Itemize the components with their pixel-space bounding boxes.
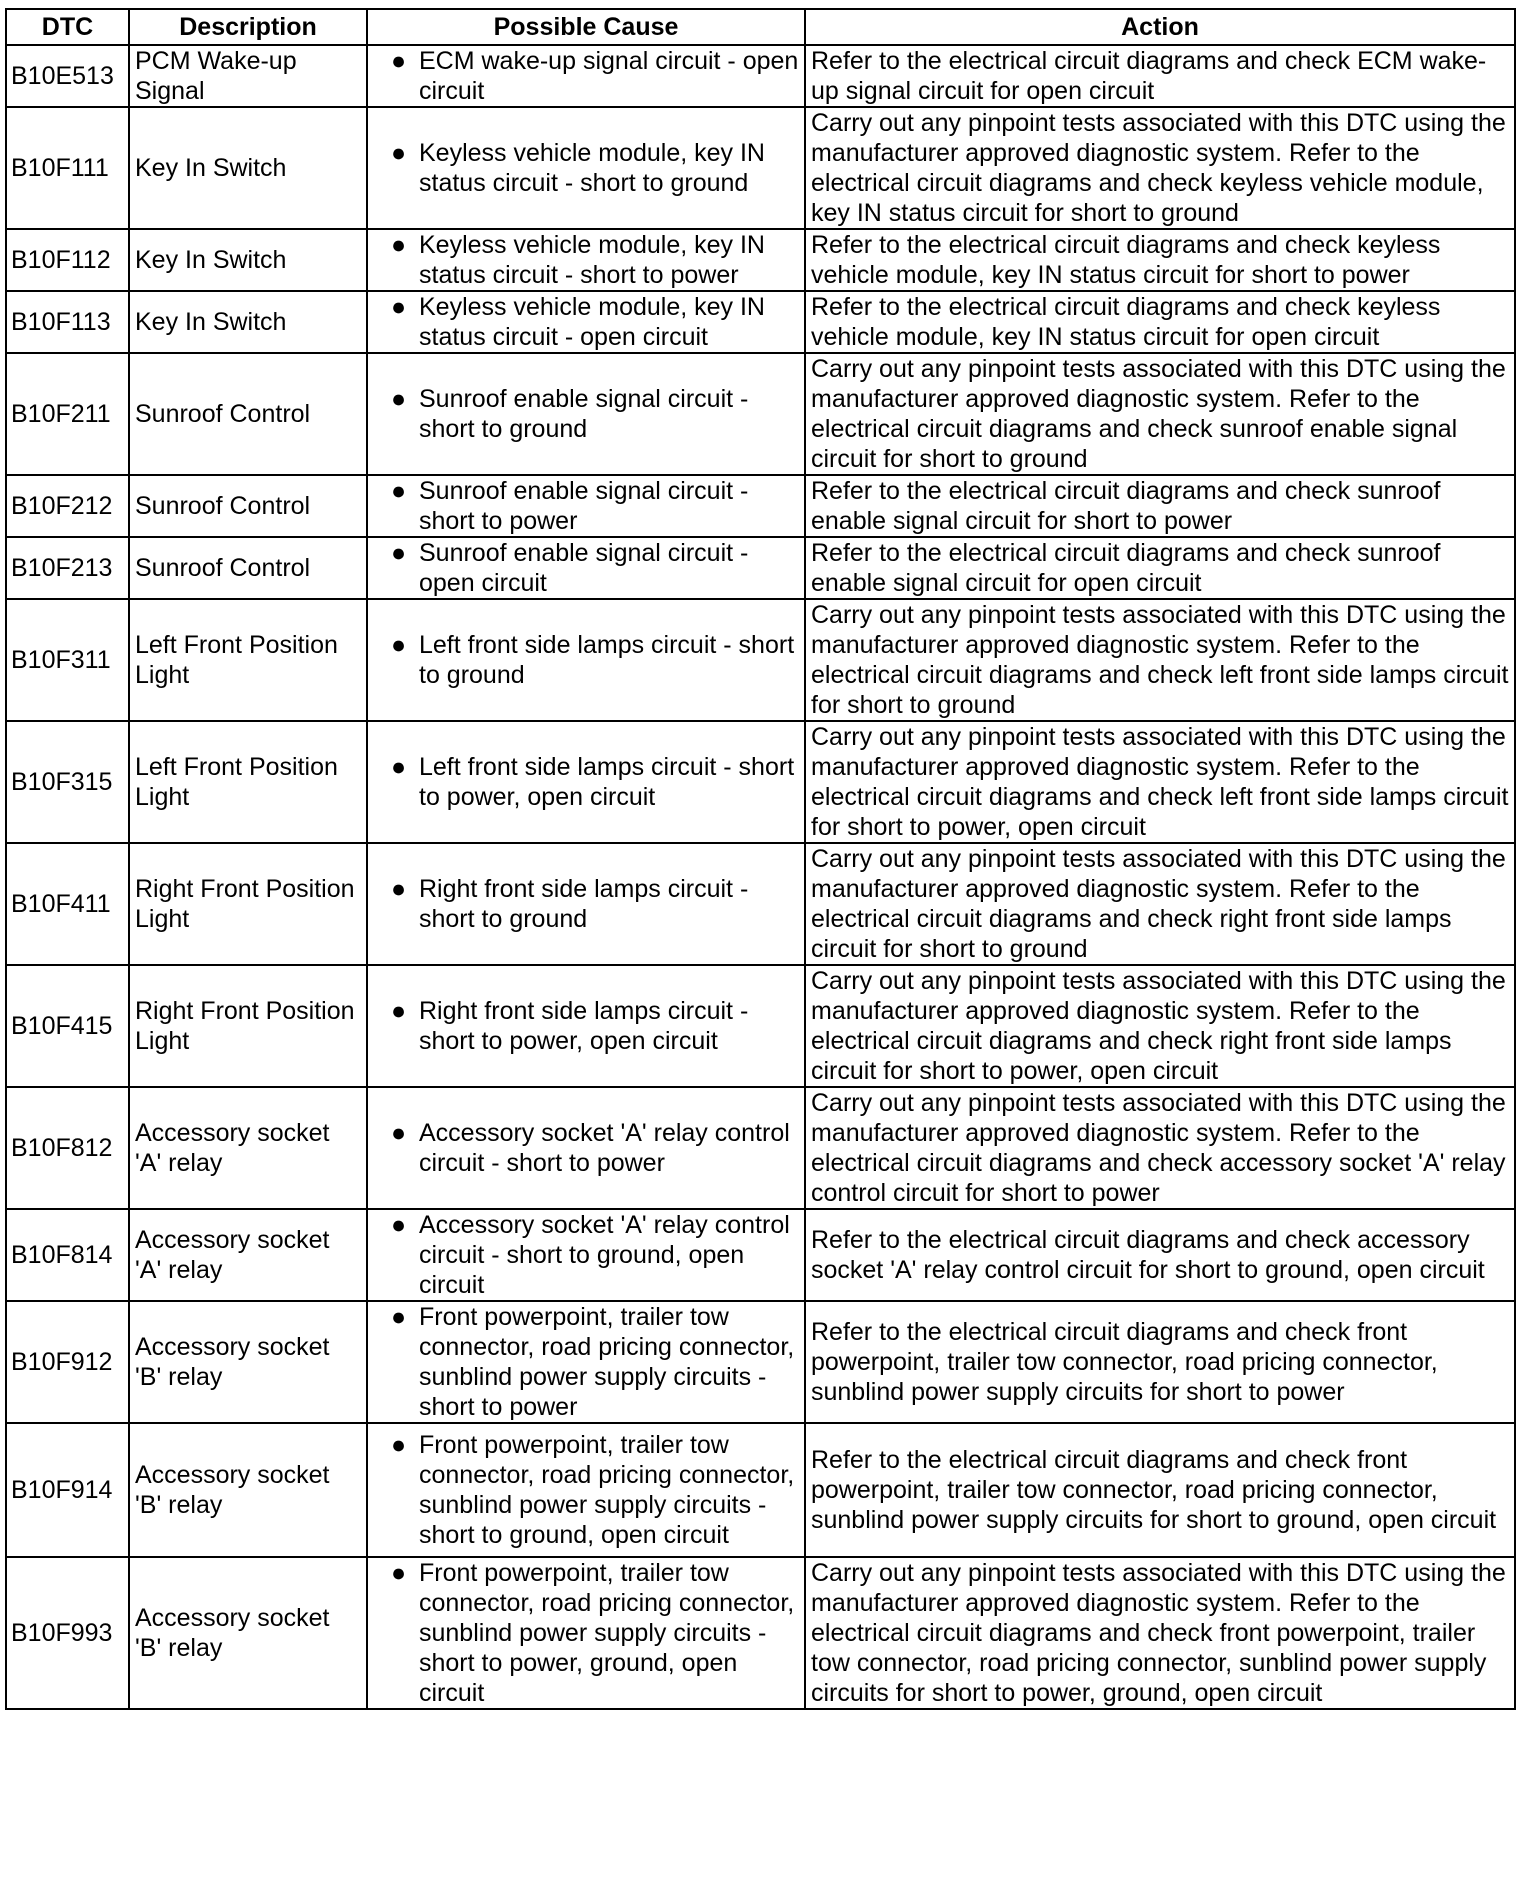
- action-cell: Carry out any pinpoint tests associated with this DTC using the manufacturer approved diagnostic system. Refer to the electrical circuit diagrams and check accessory socket 'A' relay control circuit for short to power: [805, 1087, 1515, 1209]
- possible-cause-cell: [367, 1087, 805, 1209]
- action-cell: Carry out any pinpoint tests associated with this DTC using the manufacturer approved diagnostic system. Refer to the electrical circuit diagrams and check keyless vehicle module, key IN status circuit for short to ground: [805, 107, 1515, 229]
- bullet-icon: ●: [391, 1559, 407, 1587]
- description-cell: Accessory socket 'B' relay: [129, 1301, 367, 1423]
- action-cell: Carry out any pinpoint tests associated with this DTC using the manufacturer approved diagnostic system. Refer to the electrical circuit diagrams and check front powerpoint, trailer tow connector, road pricing connector, sunblind power supply circuits for short to power, ground, open circuit: [805, 1557, 1515, 1709]
- cause-item: [373, 138, 799, 198]
- cause-item: [373, 292, 799, 352]
- dtc-code: B10E513: [6, 45, 129, 107]
- bullet-icon: ●: [391, 997, 407, 1025]
- bullet-icon: ●: [391, 1431, 407, 1459]
- table-row: [6, 537, 1515, 599]
- dtc-code: B10F912: [6, 1301, 129, 1423]
- possible-cause-cell: [367, 353, 805, 475]
- bullet-icon: ●: [391, 1303, 407, 1331]
- action-cell: Refer to the electrical circuit diagrams and check ECM wake-up signal circuit for open circuit: [805, 45, 1515, 107]
- cause-item: [373, 230, 799, 290]
- cause-item: [373, 996, 799, 1056]
- bullet-icon: ●: [391, 875, 407, 903]
- table-row: [6, 721, 1515, 843]
- possible-cause-cell: [367, 291, 805, 353]
- possible-cause-cell: [367, 537, 805, 599]
- cause-text: Left front side lamps circuit - short to ground: [419, 631, 795, 689]
- dtc-code: B10F315: [6, 721, 129, 843]
- cause-text: Accessory socket 'A' relay control circuit - short to ground, open circuit: [419, 1211, 790, 1299]
- table-row: [6, 1557, 1515, 1709]
- description-cell: Accessory socket 'B' relay: [129, 1557, 367, 1709]
- bullet-icon: ●: [391, 1119, 407, 1147]
- dtc-code: B10F814: [6, 1209, 129, 1301]
- description-cell: Key In Switch: [129, 291, 367, 353]
- description-cell: PCM Wake-up Signal: [129, 45, 367, 107]
- cause-item: [373, 874, 799, 934]
- action-cell: Carry out any pinpoint tests associated with this DTC using the manufacturer approved diagnostic system. Refer to the electrical circuit diagrams and check sunroof enable signal circuit for short to ground: [805, 353, 1515, 475]
- table-row: [6, 475, 1515, 537]
- cause-item: [373, 1430, 799, 1550]
- dtc-code: B10F415: [6, 965, 129, 1087]
- header-action: Action: [805, 9, 1515, 45]
- table-row: [6, 1087, 1515, 1209]
- description-cell: Left Front Position Light: [129, 599, 367, 721]
- action-cell: Carry out any pinpoint tests associated with this DTC using the manufacturer approved diagnostic system. Refer to the electrical circuit diagrams and check left front side lamps circuit for short to power, open circuit: [805, 721, 1515, 843]
- cause-text: Front powerpoint, trailer tow connector, road pricing connector, sunblind power supply circuits - short to power, ground, open circuit: [419, 1559, 795, 1707]
- cause-text: Right front side lamps circuit - short to power, open circuit: [419, 997, 749, 1055]
- action-cell: Refer to the electrical circuit diagrams and check accessory socket 'A' relay control circuit for short to ground, open circuit: [805, 1209, 1515, 1301]
- header-description: Description: [129, 9, 367, 45]
- header-dtc: DTC: [6, 9, 129, 45]
- bullet-icon: ●: [391, 1211, 407, 1239]
- cause-item: [373, 752, 799, 812]
- dtc-code: B10F113: [6, 291, 129, 353]
- dtc-code: B10F211: [6, 353, 129, 475]
- cause-item: [373, 476, 799, 536]
- cause-text: Front powerpoint, trailer tow connector, road pricing connector, sunblind power supply circuits - short to ground, open circuit: [419, 1431, 795, 1549]
- header-possible-cause: Possible Cause: [367, 9, 805, 45]
- bullet-icon: ●: [391, 539, 407, 567]
- description-cell: Right Front Position Light: [129, 843, 367, 965]
- cause-text: Keyless vehicle module, key IN status circuit - short to power: [419, 231, 765, 289]
- cause-item: [373, 46, 799, 106]
- header-row: [6, 9, 1515, 45]
- dtc-table: [5, 8, 1516, 1710]
- possible-cause-cell: [367, 229, 805, 291]
- cause-text: Sunroof enable signal circuit - short to power: [419, 477, 749, 535]
- description-cell: Sunroof Control: [129, 475, 367, 537]
- possible-cause-cell: [367, 965, 805, 1087]
- bullet-icon: ●: [391, 385, 407, 413]
- bullet-icon: ●: [391, 293, 407, 321]
- description-cell: Accessory socket 'B' relay: [129, 1423, 367, 1557]
- description-cell: Accessory socket 'A' relay: [129, 1209, 367, 1301]
- cause-text: Front powerpoint, trailer tow connector, road pricing connector, sunblind power supply circuits - short to power: [419, 1303, 795, 1421]
- cause-text: Keyless vehicle module, key IN status circuit - open circuit: [419, 293, 765, 351]
- action-cell: Refer to the electrical circuit diagrams and check sunroof enable signal circuit for short to power: [805, 475, 1515, 537]
- cause-text: Keyless vehicle module, key IN status circuit - short to ground: [419, 139, 765, 197]
- table-row: [6, 1301, 1515, 1423]
- bullet-icon: ●: [391, 631, 407, 659]
- cause-text: Sunroof enable signal circuit - open circuit: [419, 539, 749, 597]
- table-row: [6, 965, 1515, 1087]
- action-cell: Refer to the electrical circuit diagrams and check keyless vehicle module, key IN status circuit for open circuit: [805, 291, 1515, 353]
- action-cell: Carry out any pinpoint tests associated with this DTC using the manufacturer approved diagnostic system. Refer to the electrical circuit diagrams and check right front side lamps circuit for short to power, open circuit: [805, 965, 1515, 1087]
- dtc-code: B10F111: [6, 107, 129, 229]
- action-cell: Refer to the electrical circuit diagrams and check sunroof enable signal circuit for open circuit: [805, 537, 1515, 599]
- dtc-code: B10F914: [6, 1423, 129, 1557]
- possible-cause-cell: [367, 599, 805, 721]
- action-cell: Refer to the electrical circuit diagrams and check keyless vehicle module, key IN status circuit for short to power: [805, 229, 1515, 291]
- possible-cause-cell: [367, 1301, 805, 1423]
- cause-item: [373, 1118, 799, 1178]
- cause-text: Left front side lamps circuit - short to power, open circuit: [419, 753, 795, 811]
- cause-text: Sunroof enable signal circuit - short to ground: [419, 385, 749, 443]
- dtc-code: B10F112: [6, 229, 129, 291]
- dtc-code: B10F411: [6, 843, 129, 965]
- cause-text: Accessory socket 'A' relay control circuit - short to power: [419, 1119, 790, 1177]
- action-cell: Carry out any pinpoint tests associated with this DTC using the manufacturer approved diagnostic system. Refer to the electrical circuit diagrams and check left front side lamps circuit for short to ground: [805, 599, 1515, 721]
- cause-item: [373, 1302, 799, 1422]
- bullet-icon: ●: [391, 47, 407, 75]
- table-row: [6, 599, 1515, 721]
- description-cell: Sunroof Control: [129, 537, 367, 599]
- possible-cause-cell: [367, 843, 805, 965]
- action-cell: Refer to the electrical circuit diagrams and check front powerpoint, trailer tow connector, road pricing connector, sunblind power supply circuits for short to ground, open circuit: [805, 1423, 1515, 1557]
- table-row: [6, 45, 1515, 107]
- dtc-code: B10F213: [6, 537, 129, 599]
- cause-text: ECM wake-up signal circuit - open circuit: [419, 47, 799, 105]
- dtc-code: B10F311: [6, 599, 129, 721]
- possible-cause-cell: [367, 475, 805, 537]
- dtc-code: B10F212: [6, 475, 129, 537]
- dtc-code: B10F993: [6, 1557, 129, 1709]
- description-cell: Right Front Position Light: [129, 965, 367, 1087]
- action-cell: Carry out any pinpoint tests associated with this DTC using the manufacturer approved diagnostic system. Refer to the electrical circuit diagrams and check right front side lamps circuit for short to ground: [805, 843, 1515, 965]
- table-row: [6, 843, 1515, 965]
- possible-cause-cell: [367, 1557, 805, 1709]
- description-cell: Left Front Position Light: [129, 721, 367, 843]
- description-cell: Key In Switch: [129, 229, 367, 291]
- cause-item: [373, 1210, 799, 1300]
- possible-cause-cell: [367, 107, 805, 229]
- cause-item: [373, 1558, 799, 1708]
- table-row: [6, 353, 1515, 475]
- dtc-code: B10F812: [6, 1087, 129, 1209]
- table-row: [6, 1209, 1515, 1301]
- possible-cause-cell: [367, 1423, 805, 1557]
- possible-cause-cell: [367, 721, 805, 843]
- bullet-icon: ●: [391, 753, 407, 781]
- possible-cause-cell: [367, 45, 805, 107]
- table-row: [6, 1423, 1515, 1557]
- description-cell: Accessory socket 'A' relay: [129, 1087, 367, 1209]
- description-cell: Sunroof Control: [129, 353, 367, 475]
- bullet-icon: ●: [391, 139, 407, 167]
- bullet-icon: ●: [391, 477, 407, 505]
- table-row: [6, 291, 1515, 353]
- bullet-icon: ●: [391, 231, 407, 259]
- table-row: [6, 229, 1515, 291]
- possible-cause-cell: [367, 1209, 805, 1301]
- cause-item: [373, 384, 799, 444]
- cause-item: [373, 630, 799, 690]
- action-cell: Refer to the electrical circuit diagrams and check front powerpoint, trailer tow connector, road pricing connector, sunblind power supply circuits for short to power: [805, 1301, 1515, 1423]
- table-row: [6, 107, 1515, 229]
- cause-text: Right front side lamps circuit - short to ground: [419, 875, 749, 933]
- cause-item: [373, 538, 799, 598]
- description-cell: Key In Switch: [129, 107, 367, 229]
